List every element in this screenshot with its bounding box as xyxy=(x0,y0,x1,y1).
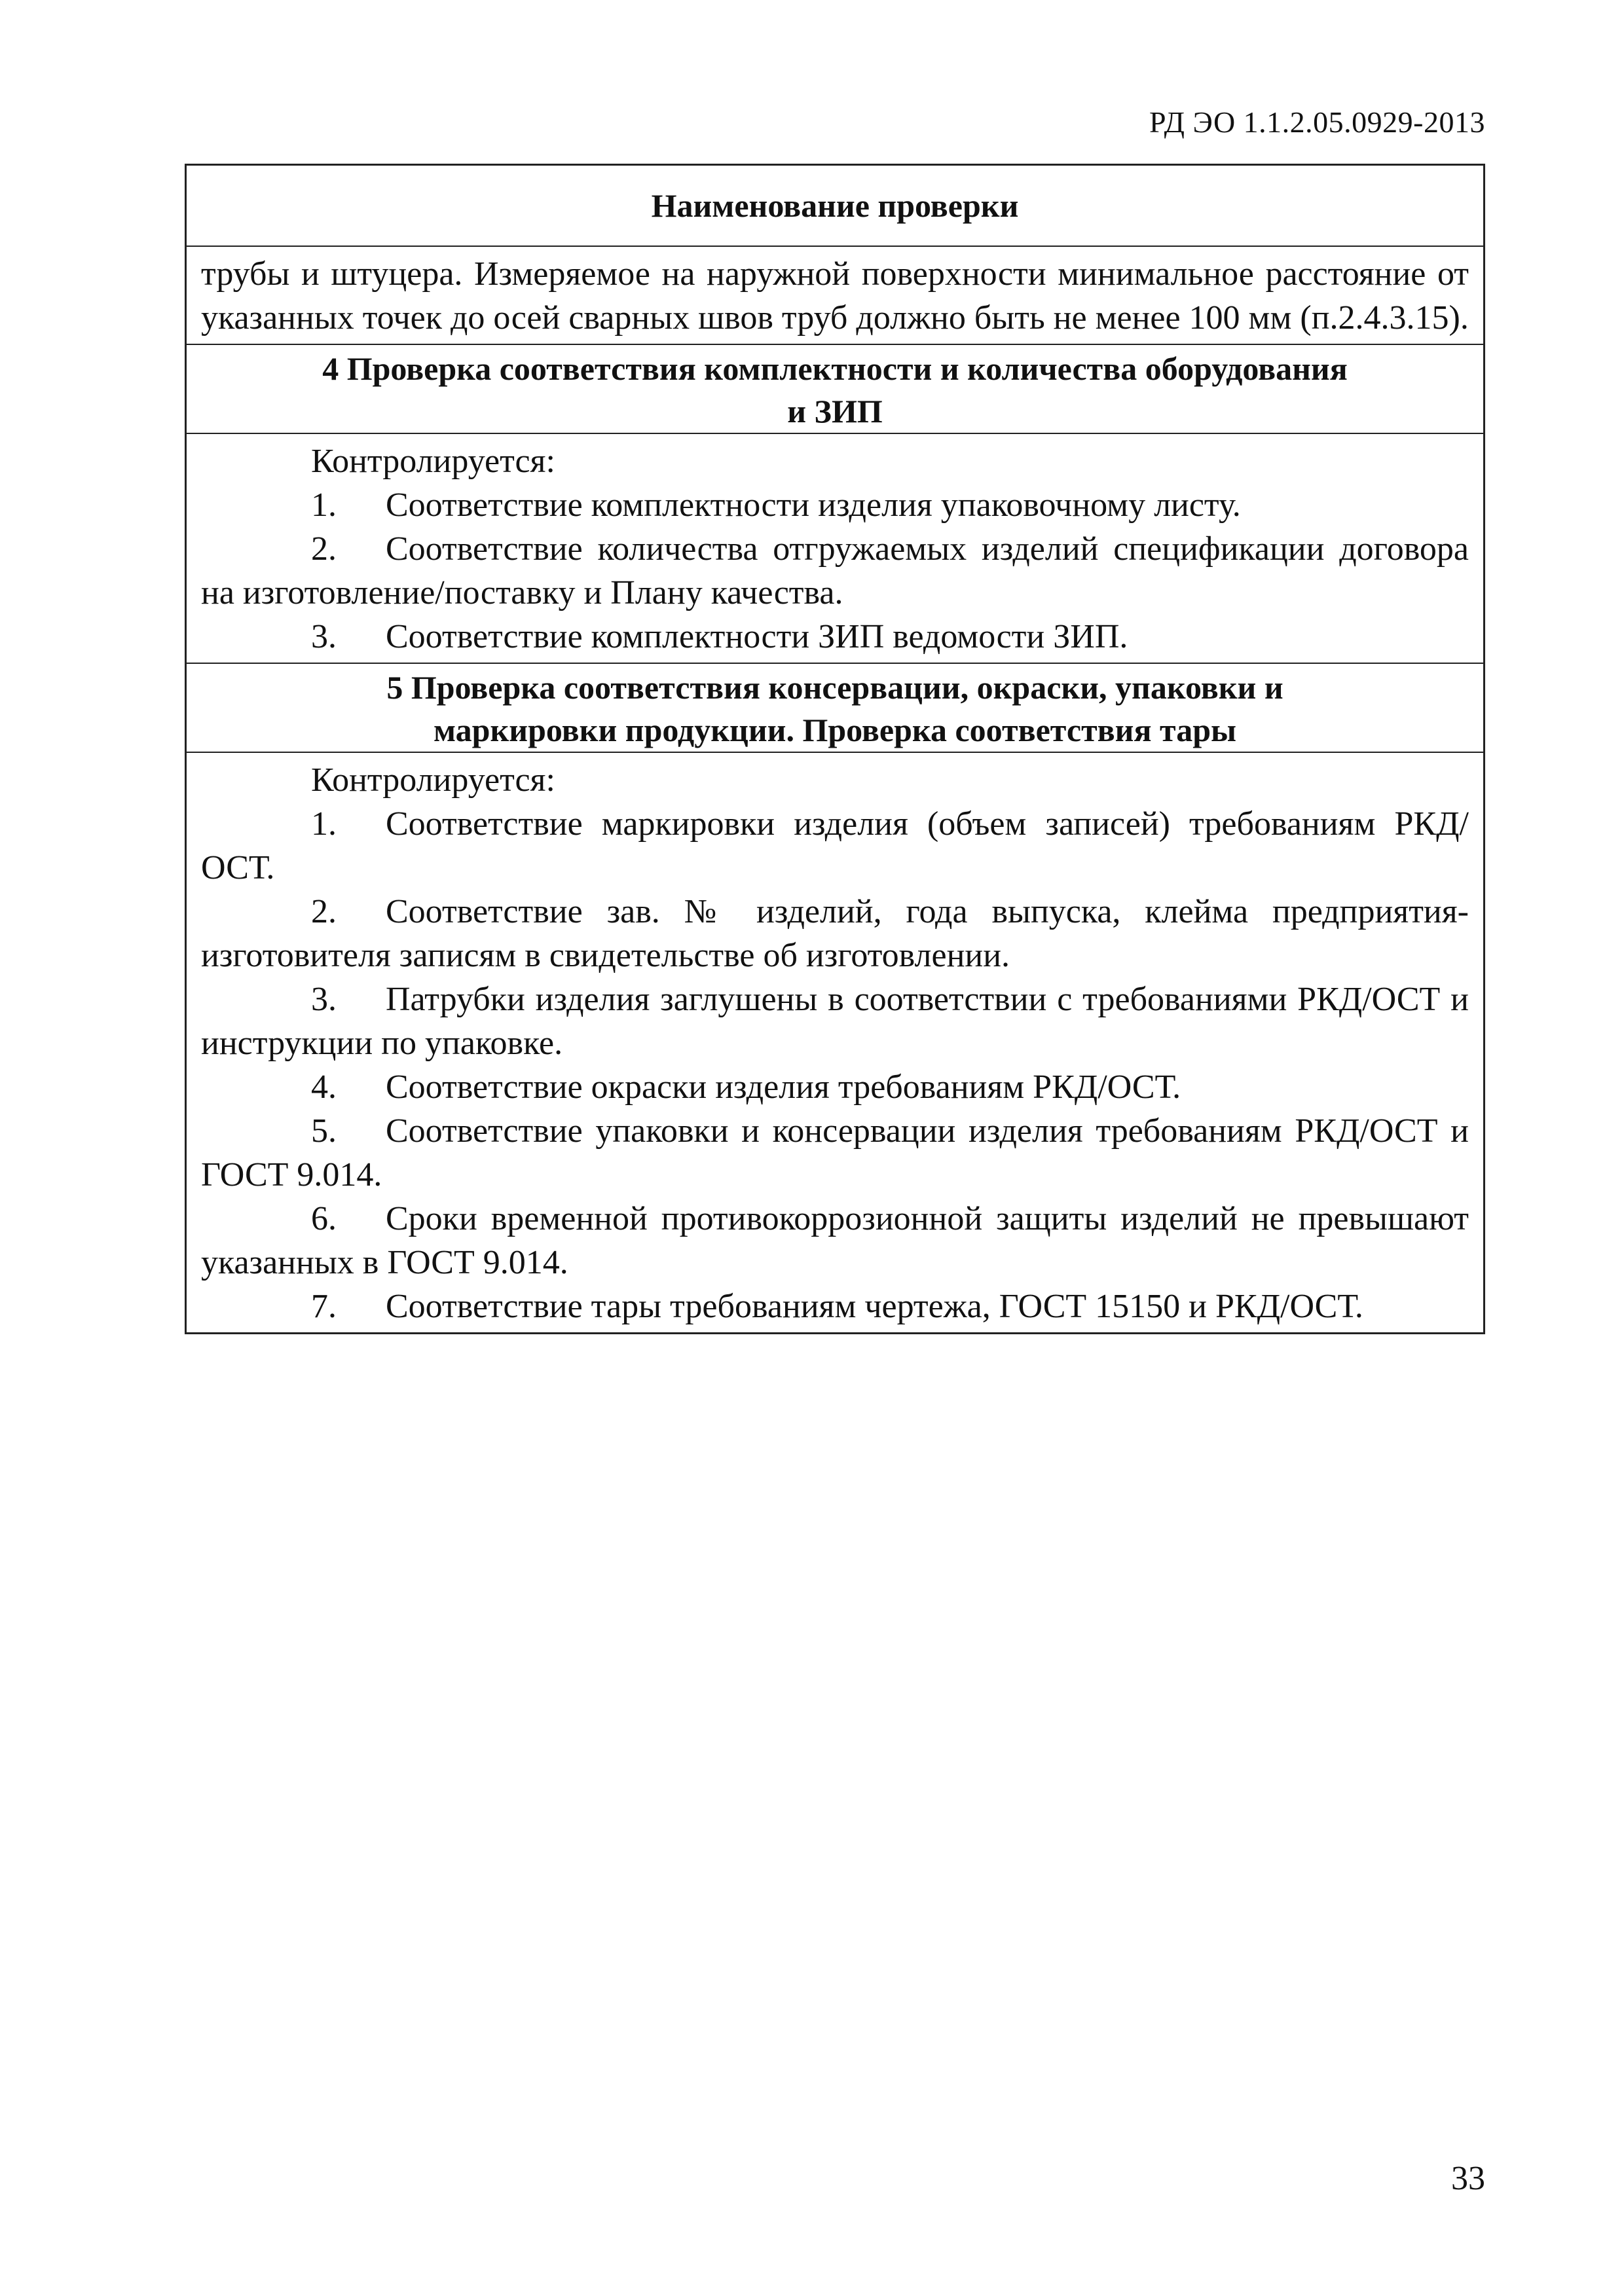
item-number: 3. xyxy=(311,618,337,655)
section-4-item-3 xyxy=(201,615,1469,659)
item-text: Соответствие комплектности ЗИП ведомости ЗИП. xyxy=(386,618,1128,655)
section-5-item-6 xyxy=(201,1197,1469,1285)
section-5-title xyxy=(187,663,1483,752)
item-text: Соответствие зав. № изделий, года выпуска, клейма предприятия-изготовителя записям в свидетельстве об изготовлении. xyxy=(201,893,1469,974)
item-number: 3. xyxy=(311,981,337,1018)
section-5-body xyxy=(187,752,1483,1332)
section-5-title-line1: 5 Проверка соответствия консервации, окраски, упаковки и xyxy=(386,669,1283,706)
item-text: Соответствие окраски изделия требованиям РКД/ОСТ. xyxy=(386,1068,1181,1106)
section-5-item-4 xyxy=(201,1065,1469,1109)
section-5-item-1 xyxy=(201,802,1469,890)
item-text: Соответствие тары требованиям чертежа, ГОСТ 15150 и РКД/ОСТ. xyxy=(386,1288,1363,1325)
section-4-title-line1: 4 Проверка соответствия комплектности и количества оборудования xyxy=(322,350,1348,387)
section-5-intro: Контролируется: xyxy=(311,761,555,799)
section-4-item-2 xyxy=(201,527,1469,615)
page-number: 33 xyxy=(1451,2160,1485,2197)
section-4-item-1 xyxy=(201,483,1469,527)
item-text: Соответствие маркировки изделия (объем записей) требованиям РКД/ОСТ. xyxy=(201,805,1469,886)
section-5-item-2 xyxy=(201,890,1469,977)
section-5-title-line2: маркировки продукции. Проверка соответствия тары xyxy=(433,712,1237,748)
item-number: 2. xyxy=(311,893,337,930)
item-number: 1. xyxy=(311,486,337,524)
section-5-item-3 xyxy=(201,977,1469,1065)
item-text: Соответствие комплектности изделия упаковочному листу. xyxy=(386,486,1241,524)
item-number: 5. xyxy=(311,1112,337,1150)
item-text: Соответствие упаковки и консервации изделия требованиям РКД/ОСТ и ГОСТ 9.014. xyxy=(201,1112,1469,1194)
section-4-intro: Контролируется: xyxy=(311,443,555,480)
item-number: 7. xyxy=(311,1288,337,1325)
section-5-item-7 xyxy=(201,1285,1469,1328)
section-4-title xyxy=(187,344,1483,433)
checks-table xyxy=(185,164,1485,1334)
item-text: Сроки временной противокоррозионной защиты изделий не превышают указанных в ГОСТ 9.014. xyxy=(201,1200,1469,1281)
table-header: Наименование проверки xyxy=(651,187,1019,224)
section-4-title-line2: и ЗИП xyxy=(787,393,883,429)
continuation-row xyxy=(187,246,1483,344)
item-number: 4. xyxy=(311,1068,337,1106)
section-4-body xyxy=(187,433,1483,663)
item-number: 2. xyxy=(311,530,337,568)
section-5-item-5 xyxy=(201,1109,1469,1197)
item-text: Патрубки изделия заглушены в соответствии с требованиями РКД/ОСТ и инструкции по упаковке. xyxy=(201,981,1469,1062)
document-code: РД ЭО 1.1.2.05.0929-2013 xyxy=(1149,105,1485,139)
item-number: 1. xyxy=(311,805,337,843)
item-text: Соответствие количества отгружаемых изделий спецификации договора на изготовление/поставку и Плану качества. xyxy=(201,530,1469,611)
item-number: 6. xyxy=(311,1200,337,1237)
continuation-text: трубы и штуцера. Измеряемое на наружной поверхности минимальное расстояние от указанных точек до осей сварных швов труб должно быть не менее 100 мм (п.2.4.3.15). xyxy=(201,255,1469,337)
